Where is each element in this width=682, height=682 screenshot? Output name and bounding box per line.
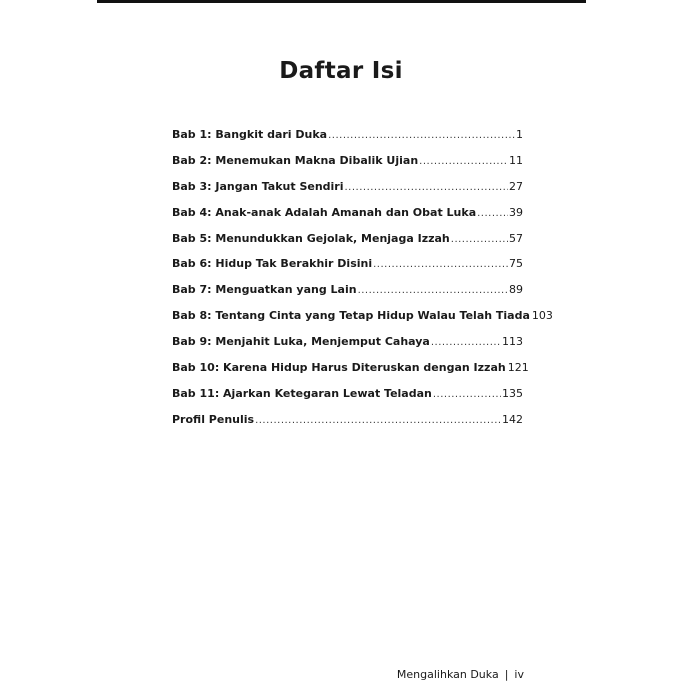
toc-entry-page: 113: [502, 335, 523, 349]
toc-entry: [172, 122, 523, 148]
toc-entry: [172, 251, 523, 277]
top-rule: [97, 0, 586, 3]
toc-entry: [172, 226, 523, 252]
toc-entry-title: Bab 4: Anak-anak Adalah Amanah dan Obat Luka: [172, 205, 477, 219]
toc-leader-dots: [477, 201, 508, 227]
toc-entry-title: Bab 9: Menjahit Luka, Menjemput Cahaya: [172, 335, 430, 349]
toc-entry: [172, 355, 529, 381]
toc-entry: [172, 200, 523, 226]
footer-page-number: iv: [514, 668, 524, 681]
toc-entry-page: 75: [509, 257, 523, 271]
toc-entry-title: Bab 2: Menemukan Makna Dibalik Ujian: [172, 153, 419, 167]
toc-entry: [172, 381, 523, 407]
toc-entry-title: Bab 1: Bangkit dari Duka: [172, 128, 328, 141]
toc-entry: [172, 174, 523, 200]
toc-entry-title: Bab 3: Jangan Takut Sendiri: [172, 179, 344, 193]
toc-entry-page: 57: [509, 231, 523, 245]
toc-entry: [172, 329, 523, 355]
page-footer: [397, 668, 524, 681]
toc-entry-page: 1: [516, 128, 523, 141]
toc-entry-title: Bab 10: Karena Hidup Harus Diteruskan dengan Izzah: [172, 361, 506, 375]
toc-entry: [172, 407, 523, 433]
toc-leader-dots: [419, 149, 508, 175]
toc-entry-title: Bab 11: Ajarkan Ketegaran Lewat Teladan: [172, 386, 432, 400]
toc-entry-title: Profil Penulis: [172, 412, 255, 426]
footer-separator: |: [504, 668, 509, 681]
toc-entry-page: 103: [531, 309, 553, 323]
toc-entry-title: Bab 5: Menundukkan Gejolak, Menjaga Izzah: [172, 231, 450, 245]
toc-entry-title: Bab 7: Menguatkan yang Lain: [172, 283, 357, 297]
page-title: Daftar Isi: [279, 58, 403, 84]
toc-leader-dots: [431, 330, 501, 356]
toc-leader-dots: [373, 252, 508, 278]
toc-entry-page: 135: [502, 386, 523, 400]
toc-entry-page: 27: [509, 179, 523, 193]
toc-entry-page: 39: [509, 205, 523, 219]
toc-leader-dots: [345, 175, 509, 201]
toc-entry: [172, 277, 523, 303]
toc-leader-dots: [433, 382, 501, 408]
toc-entry-page: 121: [507, 361, 529, 375]
table-of-contents: [172, 122, 553, 433]
toc-leader-dots: [328, 123, 515, 149]
toc-entry-page: 11: [509, 153, 523, 167]
toc-entry-page: 89: [509, 283, 523, 297]
toc-leader-dots: [255, 408, 501, 434]
toc-leader-dots: [358, 278, 508, 304]
toc-entry-title: Bab 6: Hidup Tak Berakhir Disini: [172, 257, 373, 271]
toc-entry-title: Bab 8: Tentang Cinta yang Tetap Hidup Walau Telah Tiada: [172, 309, 530, 323]
toc-entry-page: 142: [502, 412, 523, 426]
footer-book-title: Mengalihkan Duka: [396, 668, 499, 681]
toc-leader-dots: [451, 227, 508, 253]
toc-entry: [172, 148, 523, 174]
toc-entry: [172, 303, 553, 329]
